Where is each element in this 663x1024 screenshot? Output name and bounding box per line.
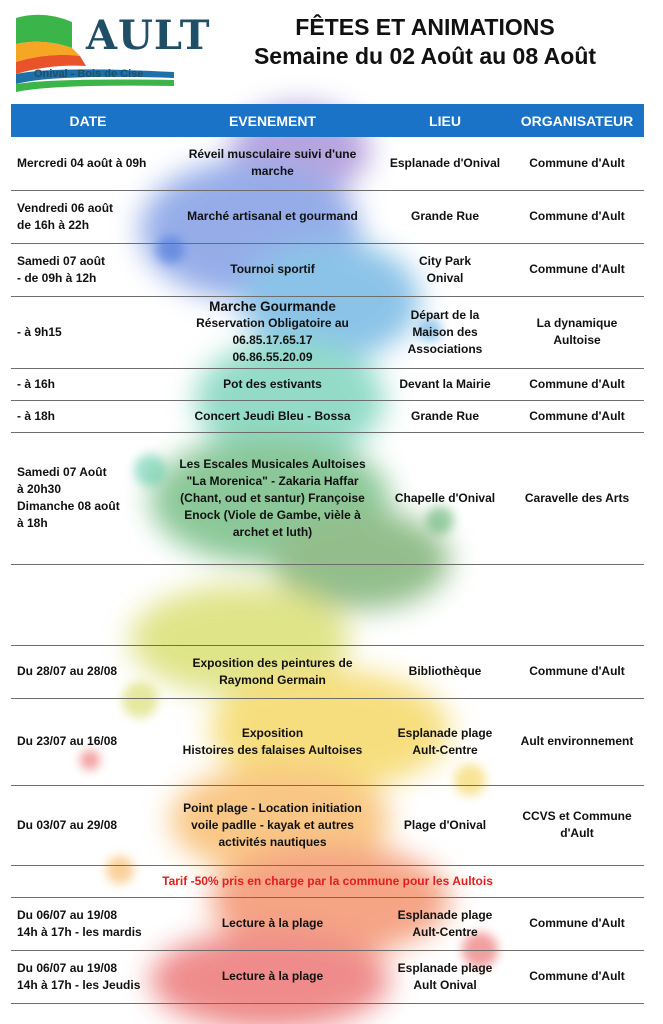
event-name: Exposition des peintures de Raymond Germain: [165, 645, 380, 698]
event-name: Exposition Histoires des falaises Aultoises: [165, 698, 380, 785]
table-row: [11, 243, 644, 296]
event-organizer: Commune d'Ault: [510, 950, 644, 1003]
event-name: Marche Gourmande Réservation Obligatoire au 06.85.17.65.17 06.86.55.20.09: [165, 296, 380, 368]
event-date: - à 16h: [11, 368, 165, 400]
column-header-place: LIEU: [380, 104, 510, 137]
event-place: Esplanade plage Ault Onival: [380, 950, 510, 1003]
event-organizer: Commune d'Ault: [510, 137, 644, 190]
event-place: [380, 564, 510, 645]
table-row-empty: [11, 564, 644, 645]
column-header-organizer: ORGANISATEUR: [510, 104, 644, 137]
table-row: [11, 698, 644, 785]
event-place: Bibliothèque: [380, 645, 510, 698]
tariff-note-row: [11, 865, 644, 897]
event-date: - à 9h15: [11, 296, 165, 368]
event-name: Réveil musculaire suivi d'une marche: [165, 137, 380, 190]
event-name: Lecture à la plage: [165, 950, 380, 1003]
event-place: Esplanade d'Onival: [380, 137, 510, 190]
ault-logo: [14, 8, 211, 96]
logo-wordmark: AULT: [86, 12, 211, 59]
event-place: Grande Rue: [380, 400, 510, 432]
event-place: Plage d'Onival: [380, 785, 510, 865]
table-row: [11, 190, 644, 243]
event-name: Tournoi sportif: [165, 243, 380, 296]
event-date: Du 23/07 au 16/08: [11, 698, 165, 785]
event-date: - à 18h: [11, 400, 165, 432]
column-header-date: DATE: [11, 104, 165, 137]
event-date: Vendredi 06 août de 16h à 22h: [11, 190, 165, 243]
page-header: [200, 14, 650, 70]
table-row: [11, 785, 644, 865]
table-row: [11, 296, 644, 368]
event-organizer: Ault environnement: [510, 698, 644, 785]
event-name: Concert Jeudi Bleu - Bossa: [165, 400, 380, 432]
events-table: [11, 104, 644, 1004]
event-name: Les Escales Musicales Aultoises "La Morenica" - Zakaria Haffar (Chant, oud et santur) Françoise Enock (Viole de Gambe, vièle à archet et luth): [165, 432, 380, 564]
event-date: Du 06/07 au 19/08 14h à 17h - les Jeudis: [11, 950, 165, 1003]
event-date: [11, 564, 165, 645]
event-place: Esplanade plage Ault-Centre: [380, 897, 510, 950]
event-place: City Park Onival: [380, 243, 510, 296]
table-row: [11, 400, 644, 432]
table-row: [11, 137, 644, 190]
event-date: Mercredi 04 août à 09h: [11, 137, 165, 190]
event-name: Pot des estivants: [165, 368, 380, 400]
table-row: [11, 950, 644, 1003]
event-name: [165, 564, 380, 645]
table-header-row: [11, 104, 644, 137]
event-place: Départ de la Maison des Associations: [380, 296, 510, 368]
event-organizer: Commune d'Ault: [510, 243, 644, 296]
event-place: Devant la Mairie: [380, 368, 510, 400]
table-row: [11, 645, 644, 698]
event-date: Du 28/07 au 28/08: [11, 645, 165, 698]
page-title: FÊTES ET ANIMATIONS: [295, 14, 555, 40]
page-subtitle: Semaine du 02 Août au 08 Août: [253, 43, 597, 69]
event-organizer: Commune d'Ault: [510, 897, 644, 950]
event-organizer: Commune d'Ault: [510, 190, 644, 243]
event-place: Chapelle d'Onival: [380, 432, 510, 564]
table-row: [11, 368, 644, 400]
event-organizer: Commune d'Ault: [510, 645, 644, 698]
event-place: Esplanade plage Ault-Centre: [380, 698, 510, 785]
column-header-event: EVENEMENT: [165, 104, 380, 137]
event-organizer: [510, 564, 644, 645]
event-name: Point plage - Location initiation voile padlle - kayak et autres activités nautiques: [165, 785, 380, 865]
logo-subtitle: Onival - Bois de Cise: [34, 68, 144, 80]
table-row: [11, 897, 644, 950]
event-organizer: La dynamique Aultoise: [510, 296, 644, 368]
event-organizer: Caravelle des Arts: [510, 432, 644, 564]
event-organizer: CCVS et Commune d'Ault: [510, 785, 644, 865]
event-organizer: Commune d'Ault: [510, 368, 644, 400]
event-date: Samedi 07 Août à 20h30 Dimanche 08 août à 18h: [11, 432, 165, 564]
event-date: Samedi 07 août - de 09h à 12h: [11, 243, 165, 296]
event-name: Marché artisanal et gourmand: [165, 190, 380, 243]
event-date: Du 03/07 au 29/08: [11, 785, 165, 865]
event-place: Grande Rue: [380, 190, 510, 243]
event-organizer: Commune d'Ault: [510, 400, 644, 432]
event-date: Du 06/07 au 19/08 14h à 17h - les mardis: [11, 897, 165, 950]
event-name: Lecture à la plage: [165, 897, 380, 950]
tariff-note: Tarif -50% pris en charge par la commune pour les Aultois: [11, 865, 644, 897]
table-row: [11, 432, 644, 564]
